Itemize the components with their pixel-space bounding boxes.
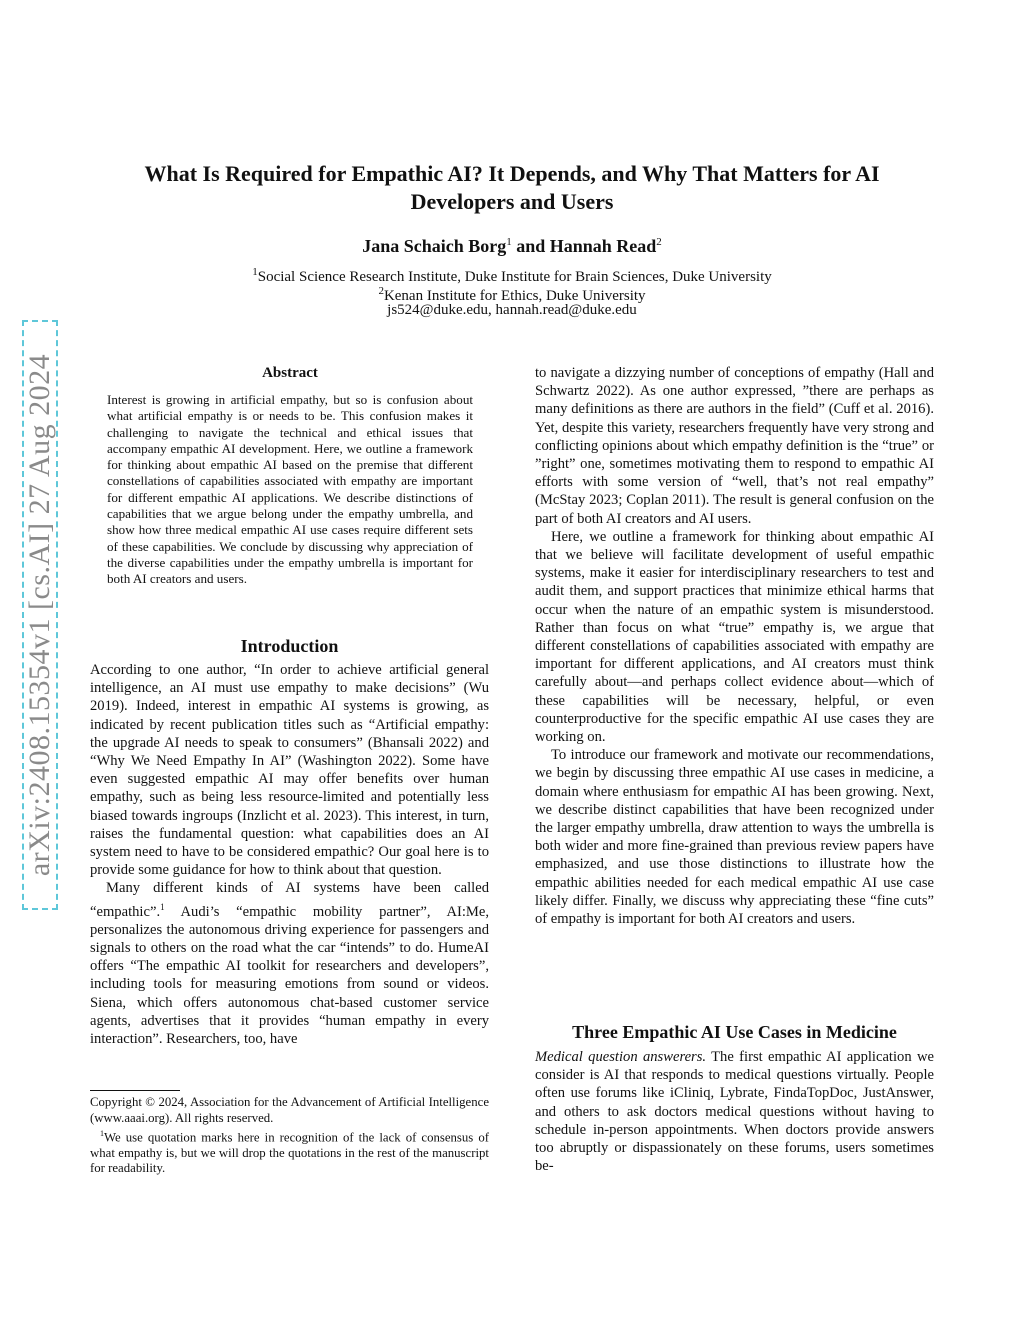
footnote-text: We use quotation marks here in recognition of the lack of consensus of what empathy is, but we will drop the quotations in the rest of the manuscript for readability.: [90, 1130, 489, 1176]
arxiv-identifier[interactable]: arXiv:2408.15354v1 [cs.AI] 27 Aug 2024: [23, 353, 56, 877]
paper-title: What Is Required for Empathic AI? It Depends, and Why That Matters for AI Developers and Users: [144, 161, 880, 214]
left-column-body: [90, 661, 489, 1048]
author-list: [90, 236, 934, 257]
affiliation-text: Social Science Research Institute, Duke Institute for Brain Sciences, Duke University: [257, 269, 772, 285]
right-column-body: [535, 364, 934, 928]
body-paragraph: to navigate a dizzying number of conceptions of empathy (Hall and Schwartz 2022). As one author expressed, ”there are perhaps as many definitions as there are authors in the field” (Cuff et al. 2016). Yet, despite this variety, researchers frequently have very strong and conflicting opinions about which empathy definition is the “true” or ”right” one, sometimes motivating them to respond to empathic AI efforts with some version of “well, that’s not real empathy” (McStay 2023; Coplan 2011). The result is general confusion on the part of both AI creators and AI users.: [535, 365, 934, 527]
paragraph-text: Many different kinds of AI systems have been called “empathic”.: [90, 880, 489, 920]
footnote-1: [90, 1126, 489, 1177]
introduction-paragraph: [90, 879, 489, 1048]
right-column-body-continued: [535, 1048, 934, 1175]
affiliation-mark: 2: [378, 285, 384, 297]
author-name: Hannah Read: [549, 236, 657, 256]
introduction-heading: Introduction: [240, 636, 339, 656]
affiliation-text: Kenan Institute for Ethics, Duke University: [383, 288, 646, 304]
abstract-heading: Abstract: [262, 365, 318, 381]
abstract-text: Interest is growing in artificial empathy, but so is confusion about what artificial empathy is or needs to be. This confusion makes it challenging to navigate the technical and ethical issues that accompany empathic AI development. Here, we outline a framework for thinking about empathic AI based on the premise that different constellations of capabilities associated with empathy are important for different empathic AI applications. We describe distinctions of capabilities that we argue belong under the empathy umbrella, and show how three medical empathic AI use cases require different sets of these capabilities. We conclude by discussing why appreciation of the diverse capabilities under the empathy umbrella is important for both AI creators and users.: [107, 392, 473, 587]
body-paragraph: Here, we outline a framework for thinking about empathic AI that we believe will facilitate development of useful empathic systems, make it easier for interdisciplinary researchers to test and audit them, and support practices that minimize ethical harms that occur when the nature of an empathic system is misunderstood. Rather than focus on what “true” empathy is, we argue that different constellations of capabilities associated with empathy are important for different applications, and AI creators must think carefully about—and perhaps collect evidence about—which of these capabilities will be necessary, helpful, or even counterproductive for the specific empathic AI use cases they are working on.: [535, 528, 934, 746]
footnotes: [90, 1095, 489, 1177]
footnote-rule: [90, 1090, 180, 1091]
footnote-number: 1: [100, 1129, 104, 1138]
body-paragraph: [535, 1048, 934, 1175]
use-cases-heading: Three Empathic AI Use Cases in Medicine: [572, 1022, 897, 1042]
body-paragraph: To introduce our framework and motivate our recommendations, we begin by discussing three empathic AI use cases in medicine, a domain where enthusiasm for empathic AI has been growing. Next, we describe distinct capabilities that have been recognized under the larger empathy umbrella, draw attention to ways the umbrella is both wider and more fine-grained than previous review papers have emphasized, and use those distinctions to illustrate how the empathic abilities needed for each medical empathic AI use case likely differ. Finally, we discuss why appreciating these “fine cuts” of empathy is important for both AI creators and users.: [535, 747, 934, 928]
copyright-notice: Copyright © 2024, Association for the Advancement of Artificial Intelligence (www.aaai.org). All rights reserved.: [90, 1095, 489, 1125]
paragraph-text: Audi’s “empathic mobility partner”, AI:Me, personalizes the autonomous driving experience for passengers and signals to others on the road what the car “intends” to do. HumeAI offers “The empathic AI toolkit for researchers and developers”, including tools for measuring emotions from sound or videos. Siena, which offers autonomous chat-based customer service agents, advertises that it provides “human empathy in every interaction”. Researchers, too, have: [90, 903, 489, 1047]
introduction-paragraph: According to one author, “In order to achieve artificial general intelligence, an AI must use empathy to make decisions” (Wu 2019). Indeed, interest in empathic AI systems is growing, as indicated by recent publication titles such as “Artificial empathy: the upgrade AI needs to speak to consumers” (Bhansali 2022) and “Why We Need Empathy In AI” (Washington 2022). Some have even suggested empathic AI may offer benefits over human empathy, such as being less resource-limited and potentially less biased towards ingroups (Inzlicht et al. 2023). This interest, in turn, raises the fundamental question: what capabilities does an AI system need to have to be considered empathic? Our goal here is to provide some guidance for how to think about that question.: [90, 662, 489, 879]
run-in-heading: Medical question answerers.: [535, 1049, 707, 1065]
author-affiliation-mark: 1: [506, 236, 512, 248]
author-name: Jana Schaich Borg: [362, 236, 507, 256]
author-affiliation-mark: 2: [656, 236, 662, 248]
affiliation-mark: 1: [252, 266, 258, 278]
author-emails[interactable]: js524@duke.edu, hannah.read@duke.edu: [387, 302, 637, 318]
footnote-marker[interactable]: 1: [160, 901, 165, 912]
paragraph-text: The first empathic AI application we consider is AI that responds to medical questions virtually. People often use forums like iCliniq, Lybrate, FindaTopDoc, JustAnswer, and others to ask doctors medical questions without having to schedule in-person appointments. When doctors provide answers too abruptly or dispassionately on these forums, users sometimes be-: [535, 1049, 934, 1175]
author-conjunction: and: [511, 236, 550, 256]
